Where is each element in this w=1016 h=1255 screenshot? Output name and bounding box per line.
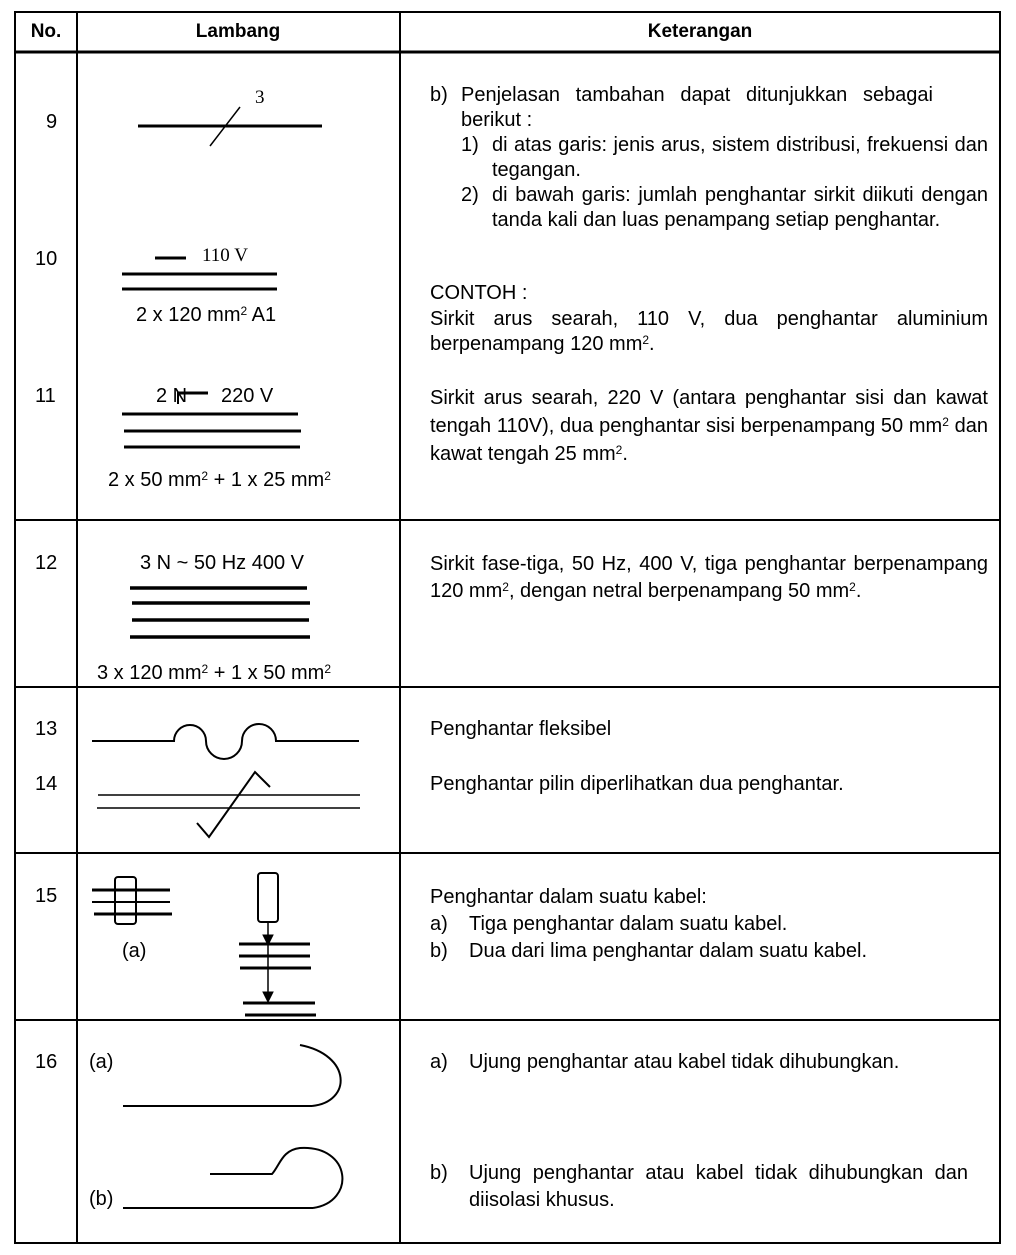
symbol-9 <box>138 107 322 146</box>
description-13: Penghantar fleksibel <box>430 718 612 740</box>
symbol-13-flexible <box>92 724 359 759</box>
row-number: 14 <box>35 773 58 795</box>
header-no: No. <box>30 21 62 42</box>
symbol-label: (b) <box>89 1188 114 1210</box>
symbol-14-twisted <box>97 772 360 837</box>
row-number: 9 <box>46 111 58 133</box>
description-12: Sirkit fase-tiga, 50 Hz, 400 V, tiga penghantar berpenampang 120 $mm^2$, dengan netral berpenampang 50 $mm^2$. <box>430 553 988 602</box>
description-16a: a) Ujung penghantar atau kabel tidak dihubungkan. <box>430 1051 900 1073</box>
row-number: 16 <box>35 1051 58 1073</box>
symbol-10 <box>122 258 277 289</box>
row-number: 12 <box>35 552 58 574</box>
symbol-label: 110 V <box>202 245 248 266</box>
description-9: b) Penjelasan tambahan dapat ditunjukkan sebagai berikut : 1) di atas garis: jenis arus, sistem distribusi, frekuensi dan tegangan. 2) di bawah garis: jumlah penghantar sirkit diikuti dengan tanda kali dan luas penampang setiap penghantar. <box>430 84 988 231</box>
symbol-15a <box>92 877 172 924</box>
header-description: Keterangan <box>647 21 753 42</box>
symbol-11 <box>122 392 301 447</box>
symbol-16a <box>123 1045 341 1106</box>
symbol-label: 2 x 120 $mm^2$ A1 <box>136 304 277 326</box>
row-number: 13 <box>35 718 58 740</box>
row-number: 15 <box>35 885 58 907</box>
symbol-label: 2 x 50 $mm^2 + 1$ x 25 $mm^2$ <box>108 469 331 491</box>
symbol-label: 3 x 120 $mm^2 + 1$ x 50 $mm^2$ <box>97 662 332 684</box>
description-11: Sirkit arus searah, 220 V (antara penghantar sisi dan kawat tengah 110V), dua penghantar sisi berpenampang 50 $mm^2$ dan kawat tengah 25 $mm^2$. <box>430 387 988 465</box>
description-10: Sirkit arus searah, 110 V, dua penghantar aluminium berpenampang 120 $mm^2$. <box>430 308 988 355</box>
symbol-label: (a) <box>89 1051 114 1073</box>
description-16b: b) Ujung penghantar atau kabel tidak dihubungkan dan diisolasi khusus. <box>430 1162 968 1211</box>
row-number: 10 <box>35 248 58 270</box>
description-14: Penghantar pilin diperlihatkan dua penghantar. <box>430 773 844 795</box>
symbol-15b <box>239 873 316 1015</box>
symbol-12 <box>130 588 310 637</box>
symbol-label: 220 V <box>221 385 274 407</box>
symbol-16b <box>123 1148 342 1208</box>
description-15: Penghantar dalam suatu kabel: a) Tiga penghantar dalam suatu kabel. b) Dua dari lima penghantar dalam suatu kabel. <box>430 886 868 962</box>
symbol-label: 3 <box>255 87 265 108</box>
row-number: 11 <box>35 385 56 407</box>
symbol-label: 3 N ~ 50 Hz 400 V <box>140 552 304 574</box>
example-heading: CONTOH : <box>430 282 528 304</box>
header-symbol: Lambang <box>195 21 281 42</box>
symbol-label: 2 N <box>156 385 188 407</box>
symbol-label: (a) <box>122 940 147 962</box>
